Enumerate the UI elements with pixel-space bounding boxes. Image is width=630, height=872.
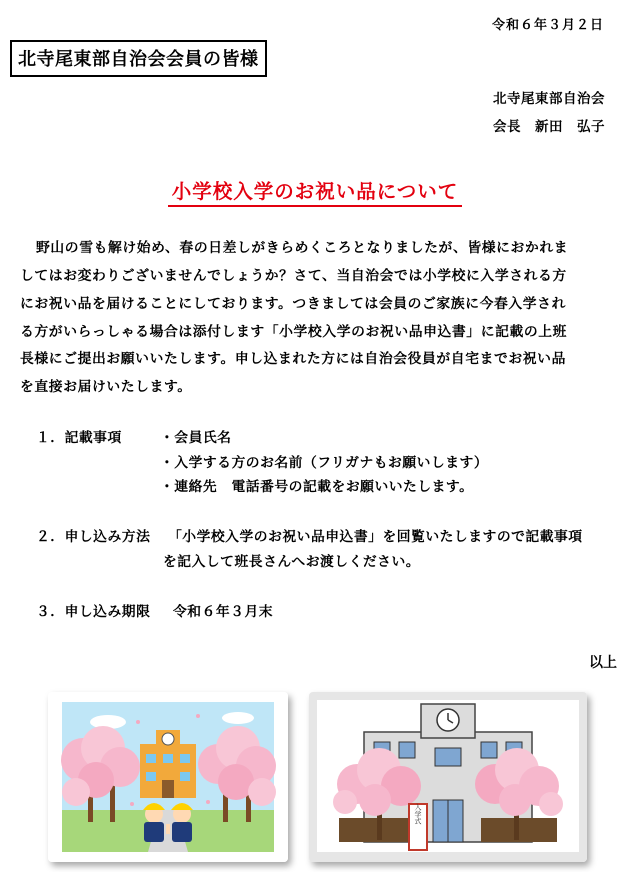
- item1-line: ・連絡先 電話番号の記載をお願いいたします。: [160, 479, 474, 495]
- document-title: [0, 176, 630, 204]
- addressee-box: 北寺尾東部自治会会員の皆様: [10, 40, 267, 77]
- item1-line: ・会員氏名: [160, 430, 232, 446]
- body-line: にお祝い品を届けることにしております。つきましては会員のご家族に今春入学され: [20, 296, 566, 312]
- sender-president: 会長 新田 弘子: [493, 119, 605, 135]
- entrance-ceremony-sign: 入学式: [414, 803, 422, 825]
- item2-line: を記入して班長さんへお渡しください。: [163, 554, 421, 570]
- item3-label: ３．申し込み期限: [36, 604, 151, 620]
- body-line: してはお変わりございませんでしょうか？さて、当自治会では小学校に入学される方: [20, 268, 567, 284]
- body-line: 長様にご提出お願いいたします。申し込まれた方には自治会役員が自宅までお祝い品: [20, 351, 566, 367]
- item1-line: ・入学する方のお名前（フリガナもお願いします）: [160, 455, 489, 471]
- children-cherry-blossom-illustration: [48, 692, 288, 862]
- document-title-text: 小学校入学のお祝い品について: [168, 180, 463, 207]
- item1-label: １．記載事項: [36, 430, 122, 446]
- document-date: 令和６年３月２日: [491, 18, 604, 33]
- sender-organization: 北寺尾東部自治会: [493, 91, 605, 107]
- body-line: を直接お届けいたします。: [20, 379, 192, 395]
- body-line: 野山の雪も解け始め、春の日差しがきらめくころとなりましたが、皆様におかれま: [36, 240, 569, 256]
- item2-line: 「小学校入学のお祝い品申込書」を回覧いたしますので記載事項: [168, 529, 583, 545]
- item2-label: ２．申し込み方法: [36, 529, 151, 545]
- school-entrance-ceremony-illustration: [309, 692, 587, 862]
- item3-deadline: 令和６年３月末: [173, 604, 274, 620]
- body-line: る方がいらっしゃる場合は添付します「小学校入学のお祝い品申込書」に記載の上班: [20, 324, 568, 340]
- closing-text: 以上: [589, 655, 617, 671]
